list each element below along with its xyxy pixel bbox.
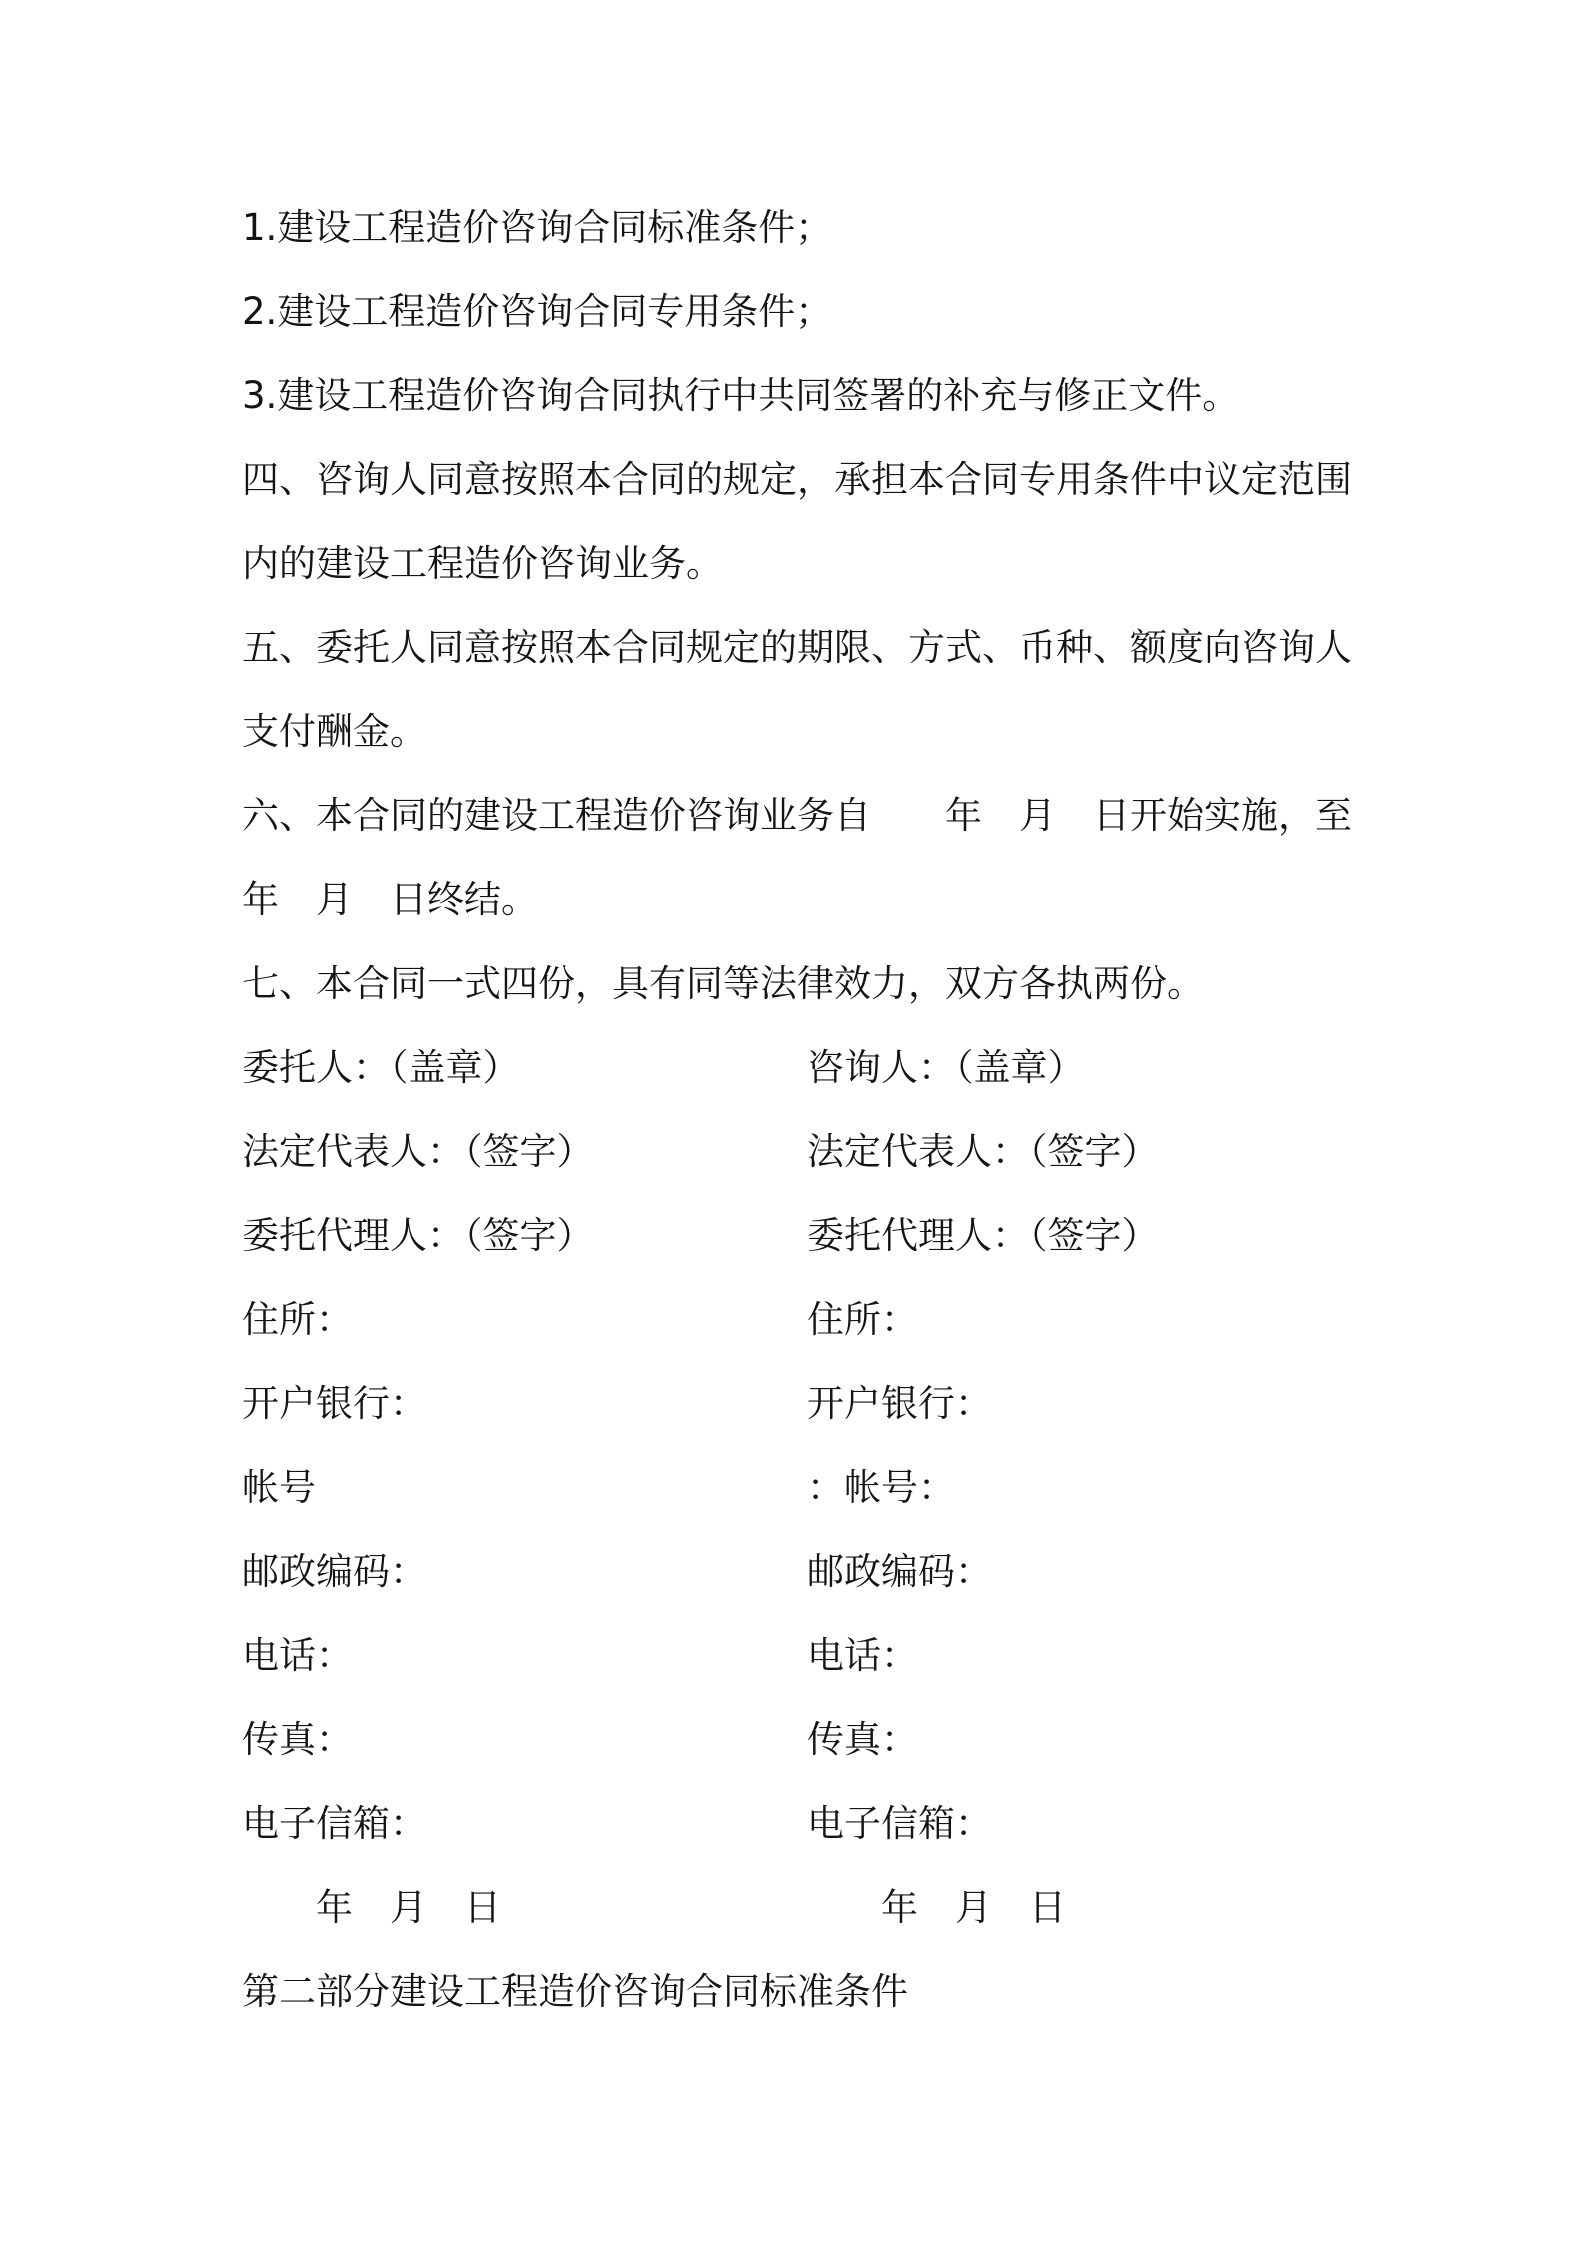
- signature-row-account: [242, 1446, 1382, 1530]
- consultant-legal-rep-label: 法定代表人：（签字）: [807, 1130, 1159, 1173]
- client-address-label: 住所：: [242, 1298, 353, 1341]
- clause-line: 六、本合同的建设工程造价咨询业务自 年 月 日开始实施，至: [242, 794, 1352, 837]
- client-legal-rep-label: 法定代表人：（签字）: [242, 1130, 594, 1173]
- clause-line: 七、本合同一式四份，具有同等法律效力，双方各执两份。: [242, 962, 1204, 1005]
- client-phone-label: 电话：: [242, 1634, 353, 1677]
- section-heading: 第二部分建设工程造价咨询合同标准条件: [242, 1970, 908, 2013]
- consultant-postcode-label: 邮政编码：: [807, 1550, 992, 1593]
- clause-line: 内的建设工程造价咨询业务。: [242, 542, 723, 585]
- signature-row-postcode: [242, 1530, 1382, 1614]
- clause-line: 年 月 日终结。: [242, 878, 538, 921]
- client-bank-label: 开户银行：: [242, 1382, 427, 1425]
- clause-five: [242, 606, 1382, 774]
- signature-row-agent: [242, 1194, 1382, 1278]
- client-email-label: 电子信箱：: [242, 1802, 427, 1845]
- clause-line: 五、委托人同意按照本合同规定的期限、方式、币种、额度向咨询人: [242, 626, 1352, 669]
- consultant-fax-label: 传真：: [807, 1718, 918, 1761]
- signature-row-bank: [242, 1362, 1382, 1446]
- consultant-seal-label: 咨询人：（盖章）: [807, 1046, 1085, 1089]
- document-body: [242, 186, 1382, 2034]
- document-list-item: 1.建设工程造价咨询合同标准条件；: [242, 206, 833, 249]
- signature-row-legal-rep: [242, 1110, 1382, 1194]
- consultant-phone-label: 电话：: [807, 1634, 918, 1677]
- consultant-account-label: ：帐号：: [807, 1466, 955, 1509]
- document-list-item: 2.建设工程造价咨询合同专用条件；: [242, 290, 833, 333]
- client-agent-label: 委托代理人：（签字）: [242, 1214, 594, 1257]
- signature-row-date: [242, 1866, 1382, 1950]
- signature-row-phone: [242, 1614, 1382, 1698]
- clause-six: [242, 774, 1382, 942]
- client-seal-label: 委托人：（盖章）: [242, 1046, 520, 1089]
- clause-line: 四、咨询人同意按照本合同的规定，承担本合同专用条件中议定范围: [242, 458, 1352, 501]
- consultant-email-label: 电子信箱：: [807, 1802, 992, 1845]
- document-list-item: 3.建设工程造价咨询合同执行中共同签署的补充与修正文件。: [242, 374, 1240, 417]
- signature-row-seal: [242, 1026, 1382, 1110]
- clause-line: 支付酬金。: [242, 710, 427, 753]
- client-account-label: 帐号: [242, 1466, 316, 1509]
- client-date-label: 年 月 日: [316, 1886, 501, 1929]
- consultant-agent-label: 委托代理人：（签字）: [807, 1214, 1159, 1257]
- signature-row-email: [242, 1782, 1382, 1866]
- consultant-address-label: 住所：: [807, 1298, 918, 1341]
- consultant-bank-label: 开户银行：: [807, 1382, 992, 1425]
- signature-block: [242, 1026, 1382, 1950]
- clause-four: [242, 438, 1382, 606]
- client-fax-label: 传真：: [242, 1718, 353, 1761]
- clause-seven: [242, 942, 1382, 1026]
- signature-row-fax: [242, 1698, 1382, 1782]
- consultant-date-label: 年 月 日: [881, 1886, 1066, 1929]
- client-postcode-label: 邮政编码：: [242, 1550, 427, 1593]
- signature-row-address: [242, 1278, 1382, 1362]
